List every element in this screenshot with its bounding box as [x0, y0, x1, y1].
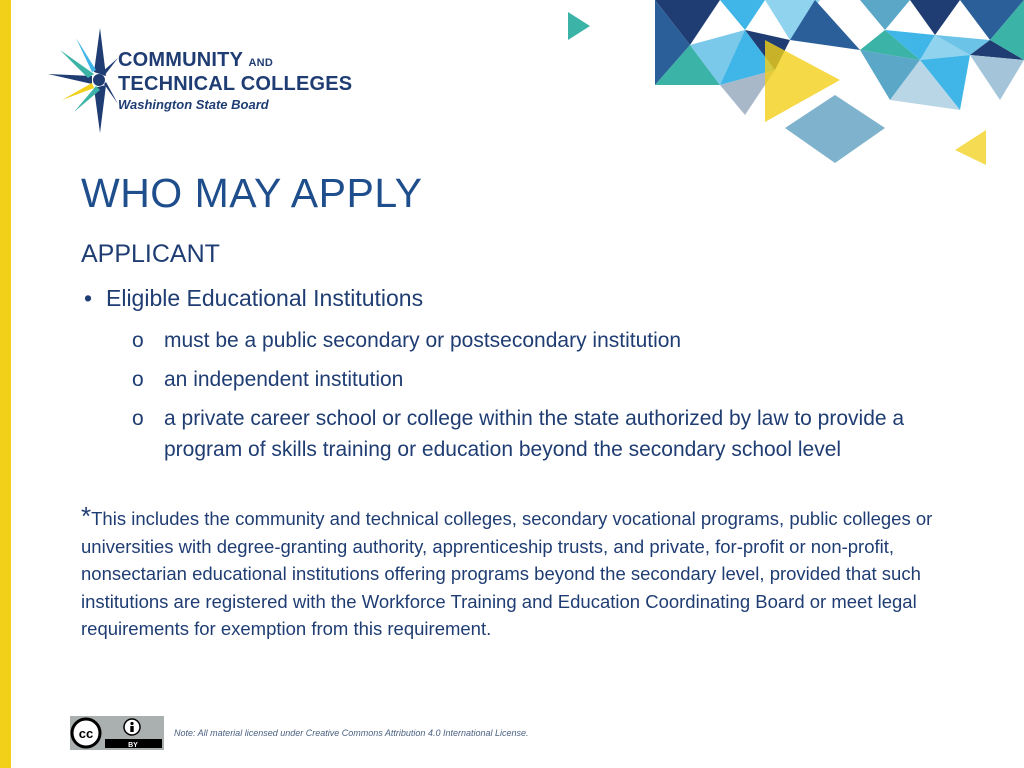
- bullet-dot-icon: •: [84, 285, 93, 311]
- circle-bullet-icon: o: [132, 329, 144, 352]
- geometric-decoration: [560, 0, 1024, 200]
- decor-triangle: [568, 12, 590, 40]
- logo-line-board: Washington State Board: [118, 97, 269, 112]
- logo-line-technical: TECHNICAL COLLEGES: [118, 73, 353, 95]
- starburst-logo-icon: [48, 28, 118, 133]
- sub-item-text: a private career school or college within the state authorized by law to provide a program of skills training or education beyond the secondary school level: [164, 407, 905, 461]
- cc-label: cc: [78, 726, 94, 741]
- accent-bar: [0, 0, 11, 768]
- by-label: BY: [128, 742, 138, 749]
- applicant-heading: APPLICANT: [81, 240, 220, 268]
- cc-by-license-icon: [70, 716, 164, 750]
- sbctc-logo: [48, 28, 353, 133]
- footnote: [81, 501, 986, 643]
- circle-bullet-icon: o: [132, 368, 144, 391]
- footnote-marker: *: [81, 501, 92, 531]
- license-note: Note: All material licensed under Creative Commons Attribution 4.0 International License.: [174, 728, 529, 738]
- sub-item-text: must be a public secondary or postsecondary institution: [164, 329, 682, 352]
- sub-item-text: an independent institution: [164, 368, 404, 391]
- logo-line-community: COMMUNITY: [118, 49, 243, 71]
- footnote-text: This includes the community and technical colleges, secondary vocational programs, public colleges or universities with degree-granting authority, apprenticeship trusts, and private, for-profit or non-profit, nonsectarian educational institutions offering programs beyond the secondary level, provided that such institutions are registered with the Workforce Training and Education Coordinating Board or meet legal requirements for exemption from this requirement.: [81, 508, 933, 639]
- logo-wordmark: [118, 50, 352, 112]
- logo-line-and: AND: [248, 57, 273, 69]
- bullet-text: Eligible Educational Institutions: [106, 285, 424, 311]
- slide-title: WHO MAY APPLY: [81, 170, 423, 216]
- circle-bullet-icon: o: [132, 407, 144, 430]
- bullet-item: [84, 285, 423, 312]
